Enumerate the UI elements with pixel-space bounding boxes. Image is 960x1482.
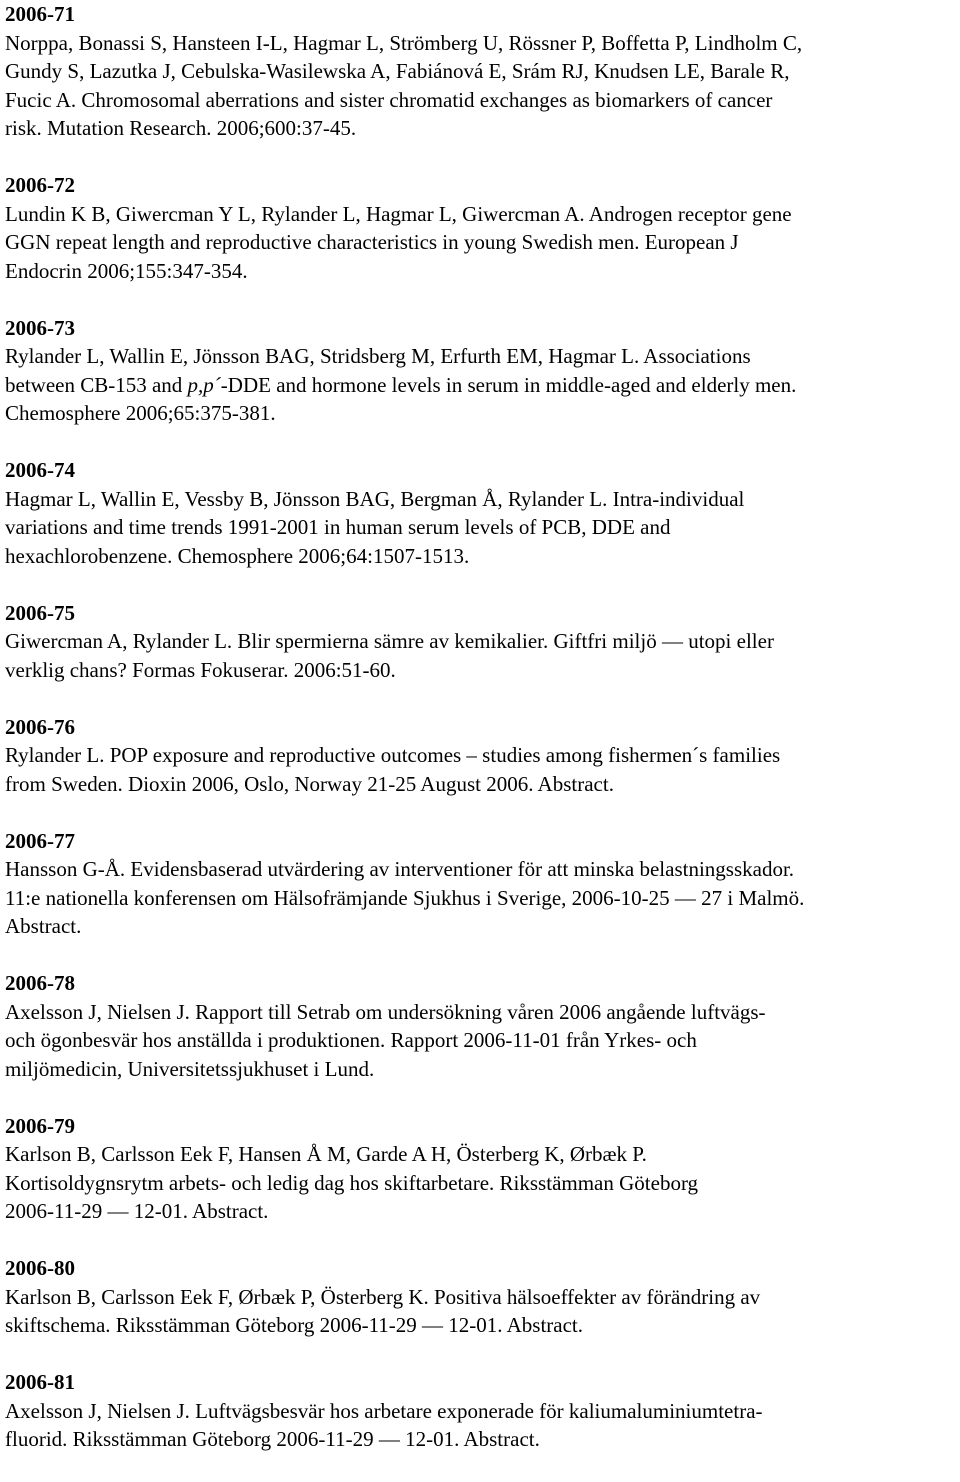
citation-line: hexachlorobenzene. Chemosphere 2006;64:1507-1513. — [5, 543, 470, 568]
reference-number: 2006-78 — [5, 971, 75, 995]
reference-citation — [5, 1140, 955, 1226]
citation-line: fluorid. Riksstämman Göteborg 2006-11-29 — 12-01. Abstract. — [5, 1427, 540, 1451]
reference-citation — [5, 200, 955, 286]
citation-line: from Sweden. Dioxin 2006, Oslo, Norway 21-25 August 2006. Abstract. — [5, 771, 614, 796]
reference-entry — [5, 0, 955, 143]
citation-line: Rylander L, Wallin E, Jönsson BAG, Stridsberg M, Erfurth EM, Hagmar L. Associations — [5, 344, 751, 368]
reference-number: 2006-80 — [5, 1256, 75, 1280]
citation-text: -DDE and hormone levels in serum in middle-aged and elderly men. — [220, 372, 797, 397]
reference-entry — [5, 171, 955, 285]
citation-text: between CB-153 and — [5, 372, 188, 397]
citation-line: GGN repeat length and reproductive characteristics in young Swedish men. European J — [5, 230, 739, 254]
citation-line: Gundy S, Lazutka J, Cebulska-Wasilewska A, Fabiánová E, Srám RJ, Knudsen LE, Barale R, — [5, 59, 790, 83]
citation-line: 11:e nationella konferensen om Hälsofrämjande Sjukhus i Sverige, 2006-10-25 — 27 i Malmö. — [5, 885, 805, 910]
citation-line: Endocrin 2006;155:347-354. — [5, 258, 248, 283]
citation-line: Fucic A. Chromosomal aberrations and sister chromatid exchanges as biomarkers of cancer — [5, 87, 773, 112]
reference-number: 2006-76 — [5, 714, 75, 739]
reference-entry — [5, 1112, 955, 1226]
reference-number: 2006-77 — [5, 828, 75, 853]
reference-entry — [5, 969, 955, 1083]
reference-citation — [5, 342, 955, 428]
reference-citation — [5, 29, 955, 143]
citation-line: skiftschema. Riksstämman Göteborg 2006-11-29 — 12-01. Abstract. — [5, 1313, 584, 1337]
citation-line: Norppa, Bonassi S, Hansteen I-L, Hagmar L, Strömberg U, Rössner P, Boffetta P, Lindholm C, — [5, 30, 803, 55]
reference-citation — [5, 998, 955, 1084]
reference-entry — [5, 314, 955, 428]
citation-line — [5, 371, 955, 400]
citation-line: Axelsson J, Nielsen J. Rapport till Setrab om undersökning våren 2006 angående luftvägs- — [5, 999, 766, 1024]
reference-citation — [5, 1283, 955, 1340]
citation-line: Kortisoldygnsrytm arbets- och ledig dag hos skiftarbetare. Riksstämman Göteborg — [5, 1170, 699, 1195]
citation-line: verklig chans? Formas Fokuserar. 2006:51-60. — [5, 657, 396, 682]
citation-line: Rylander L. POP exposure and reproductive outcomes – studies among fishermen´s families — [5, 743, 781, 767]
citation-line: Hagmar L, Wallin E, Vessby B, Jönsson BAG, Bergman Å, Rylander L. Intra-individual — [5, 486, 745, 511]
citation-line: Axelsson J, Nielsen J. Luftvägsbesvär hos arbetare exponerade för kaliumaluminiumtetra- — [5, 1398, 763, 1423]
reference-citation — [5, 485, 955, 571]
reference-number: 2006-72 — [5, 173, 75, 197]
citation-line: Giwercman A, Rylander L. Blir spermierna sämre av kemikalier. Giftfri miljö — utopi eller — [5, 629, 774, 653]
reference-list — [5, 0, 955, 1482]
italic-text: p,p´ — [187, 372, 221, 397]
citation-line: och ögonbesvär hos anställda i produktionen. Rapport 2006-11-01 från Yrkes- och — [5, 1028, 697, 1052]
reference-citation — [5, 855, 955, 941]
reference-number: 2006-81 — [5, 1370, 75, 1394]
citation-line: Lundin K B, Giwercman Y L, Rylander L, Hagmar L, Giwercman A. Androgen receptor gene — [5, 201, 792, 226]
reference-number: 2006-79 — [5, 1113, 75, 1138]
citation-line: Abstract. — [5, 914, 82, 938]
reference-citation — [5, 1397, 955, 1454]
citation-line: 2006-11-29 — 12-01. Abstract. — [5, 1199, 269, 1223]
citation-line: Karlson B, Carlsson Eek F, Ørbæk P, Österberg K. Positiva hälsoeffekter av förändring av — [5, 1284, 761, 1309]
reference-number: 2006-75 — [5, 600, 75, 625]
citation-line: risk. Mutation Research. 2006;600:37-45. — [5, 116, 357, 140]
citation-line: Chemosphere 2006;65:375-381. — [5, 401, 276, 425]
reference-entry — [5, 1254, 955, 1340]
reference-entry — [5, 827, 955, 941]
reference-citation — [5, 741, 955, 798]
reference-entry — [5, 1368, 955, 1454]
citation-line: Karlson B, Carlsson Eek F, Hansen Å M, Garde A H, Österberg K, Ørbæk P. — [5, 1142, 647, 1166]
reference-entry — [5, 713, 955, 799]
reference-citation — [5, 627, 955, 684]
reference-number: 2006-73 — [5, 315, 75, 340]
reference-number: 2006-74 — [5, 458, 75, 482]
reference-number: 2006-71 — [5, 2, 75, 26]
reference-entry — [5, 456, 955, 570]
citation-line: variations and time trends 1991-2001 in human serum levels of PCB, DDE and — [5, 515, 671, 539]
citation-line: Hansson G-Å. Evidensbaserad utvärdering av interventioner för att minska belastningsskador. — [5, 857, 795, 881]
reference-entry — [5, 599, 955, 685]
citation-line: miljömedicin, Universitetssjukhuset i Lund. — [5, 1056, 375, 1081]
